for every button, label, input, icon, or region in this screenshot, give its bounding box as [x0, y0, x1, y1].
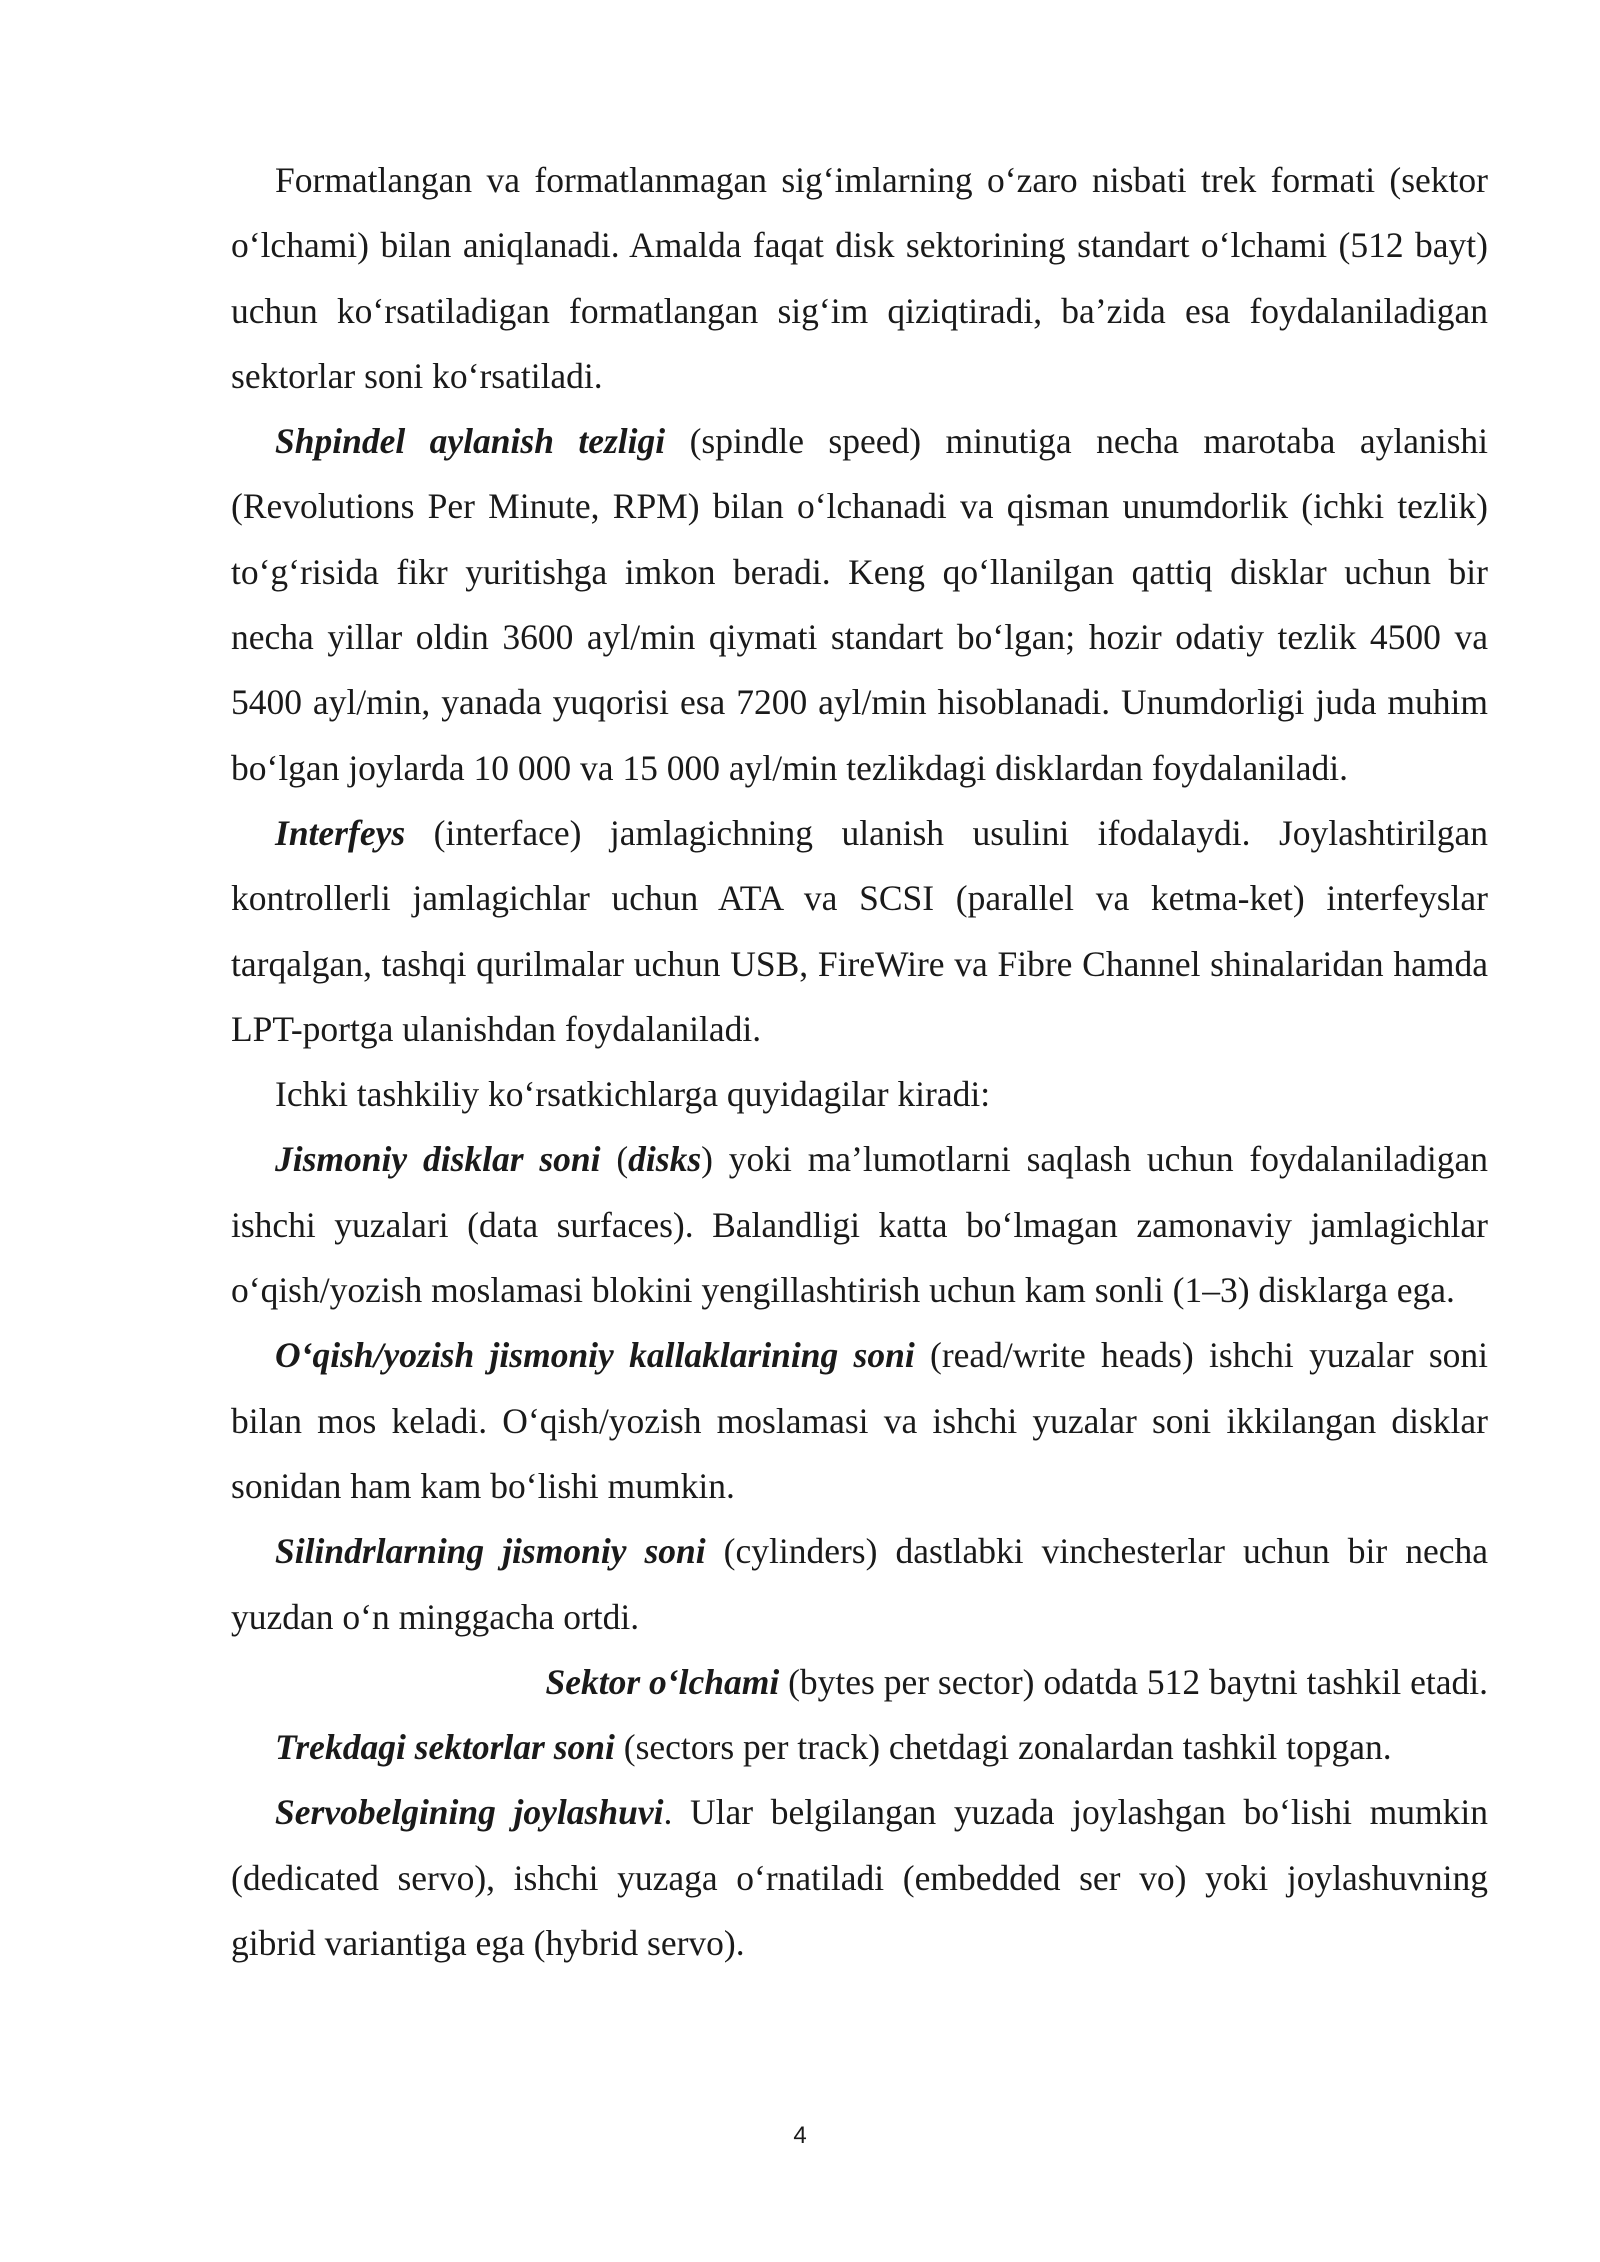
- term-read-write-heads: O‘qish/yozish jismoniy kallaklarining soni: [275, 1335, 915, 1376]
- paragraph-text: (sectors per track) chetdagi zonalardan tashkil topgan.: [614, 1727, 1392, 1768]
- paragraph-text: (: [600, 1139, 629, 1180]
- paragraph-text: ) yoki ma’lumotlarni saqlash uchun foydalaniladigan ishchi yuzalari (data surfaces). Balandligi katta bo‘lmagan zamonaviy jamlagichlar o‘qish/yozish moslamasi blokini yengillashtirish uchun kam sonli (1–3) disklarga ega.: [231, 1139, 1488, 1311]
- term-servo-location: Servobelgining joylashuvi: [275, 1792, 664, 1833]
- term-cylinders: Silindrlarning jismoniy soni: [275, 1531, 706, 1572]
- paragraph-text: . Ular belgilangan yuzada joylashgan bo‘lishi mumkin (dedicated servo), ishchi yuzaga o‘rnatiladi (embedded ser vo) yoki joylashuvning gibrid variantiga ega (hybrid servo).: [231, 1792, 1488, 1964]
- paragraph-text: (interface) jamlagichning ulanish usulini ifodalaydi. Joylashtirilgan kontrollerli jamlagichlar uchun ATA va SCSI (parallel va ketma-ket) interfeyslar tarqalgan, tashqi qurilmalar uchun USB, FireWire va Fibre Channel shinalaridan hamda LPT-portga ulanishdan foydalaniladi.: [231, 812, 1488, 1049]
- paragraph-text: (read/write heads) ishchi yuzalar soni bilan mos keladi. O‘qish/yozish moslamasi va ishchi yuzalar soni ikkilangan disklar sonidan ham kam bo‘lishi mumkin.: [231, 1335, 1488, 1506]
- paragraph-text: (bytes per sector) odatda 512 baytni tashkil etadi.: [779, 1661, 1488, 1702]
- paragraph-sectors-per-track: [231, 1715, 1488, 1780]
- paragraph-read-write-heads: [231, 1323, 1488, 1519]
- paragraph-servo-location: [231, 1780, 1488, 1976]
- paragraph-internal-indicators: [231, 1062, 1488, 1127]
- paragraph-text: (spindle speed) minutiga necha marotaba aylanishi (Revolutions Per Minute, RPM) bilan o‘lchanadi va qisman unumdorlik (ichki tezlik) to‘g‘risida fikr yuritishga imkon beradi. Keng qo‘llanilgan qattiq disklar uchun bir necha yillar oldin 3600 ayl/min qiymati standart bo‘lgan; hozir odatiy tezlik 4500 va 5400 ayl/min, yanada yuqorisi esa 7200 ayl/min hisoblanadi. Unumdorligi juda muhim bo‘lgan joylarda 10 000 va 15 000 ayl/min tezlikdagi disklardan foydalaniladi.: [231, 421, 1489, 788]
- paragraph-text: Formatlangan va formatlanmagan sig‘imlarning o‘zaro nisbati trek formati (sektor o‘lchami) bilan aniqlanadi. Amalda faqat disk sektorining standart o‘lchami (512 bayt) uchun ko‘rsatiladigan formatlangan sig‘im qiziqtiradi, ba’zida esa foydalaniladigan sektorlar soni ko‘rsatiladi.: [231, 160, 1488, 396]
- document-page: [231, 148, 1488, 1976]
- paragraph-physical-disks: [231, 1127, 1488, 1323]
- term-sector-size: Sektor o‘lchami: [545, 1661, 780, 1702]
- term-disks: disks: [628, 1139, 702, 1180]
- term-spindle-speed: Shpindel aylanish tezligi: [275, 421, 666, 462]
- page-number: 4: [793, 2122, 807, 2149]
- paragraph-cylinders: [231, 1519, 1488, 1650]
- term-interface: Interfeys: [275, 812, 406, 853]
- paragraph-interface: [231, 801, 1488, 1062]
- term-physical-disks: Jismoniy disklar soni: [275, 1139, 601, 1180]
- term-sectors-per-track: Trekdagi sektorlar soni: [275, 1727, 615, 1768]
- paragraph-text: Ichki tashkiliy ko‘rsatkichlarga quyidagilar kiradi:: [275, 1074, 991, 1115]
- paragraph-sector-size: [231, 1650, 1488, 1715]
- paragraph-spindle-speed: [231, 409, 1488, 801]
- paragraph-text: (cylinders) dastlabki vinchesterlar uchun bir necha yuzdan o‘n minggacha ortdi.: [231, 1531, 1488, 1637]
- paragraph-formatted-capacity: [231, 148, 1488, 409]
